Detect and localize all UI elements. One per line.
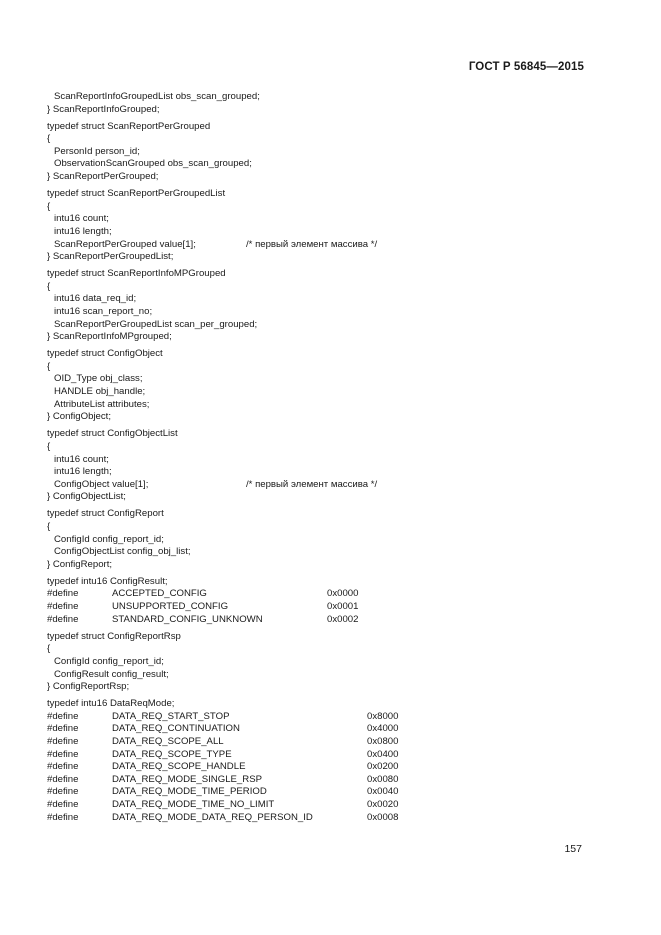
code-line: typedef struct ScanReportPerGroupedList [47,188,226,200]
define-line [47,711,587,724]
define-name: DATA_REQ_CONTINUATION [112,723,240,735]
code-line: typedef struct ScanReportInfoMPGrouped [47,268,226,280]
define-keyword: #define [47,748,79,760]
define-keyword: #define [47,761,79,773]
define-keyword: #define [47,736,79,747]
define-keyword: #define [47,798,79,810]
code-block-config-object-list [47,428,587,504]
define-line [47,761,587,774]
page-number: 157 [564,843,582,855]
code-line: PersonId person_id; [54,145,140,157]
code-line: } ScanReportInfoMPgrouped; [47,331,172,343]
document-header: ГОСТ Р 56845—2015 [468,61,584,73]
define-keyword: #define [47,601,79,613]
define-value: 0x0040 [367,786,399,798]
code-line: intu16 length; [54,466,112,478]
code-line: intu16 length; [54,225,112,237]
code-line: ConfigId config_report_id; [54,655,164,667]
define-line [47,774,587,787]
define-name: DATA_REQ_SCOPE_TYPE [112,748,232,760]
code-line: { [47,440,51,452]
code-line: typedef struct ConfigObjectList [47,428,178,440]
define-name: STANDARD_CONFIG_UNKNOWN [112,613,263,625]
code-line: { [47,360,51,372]
code-line [47,239,587,252]
define-name: DATA_REQ_MODE_TIME_NO_LIMIT [112,798,275,810]
code-line: } ScanReportInfoGrouped; [47,103,160,115]
code-block-data-req-mode [47,698,587,824]
define-line [47,614,587,627]
code-line: } ConfigReport; [47,558,113,570]
code-line: typedef struct ConfigObject [47,348,163,360]
code-block-scan-report-per-grouped-list [47,188,587,264]
define-value: 0x0080 [367,773,399,785]
code-line: } ConfigObjectList; [47,491,126,503]
define-value: 0x8000 [367,710,399,722]
define-line [47,799,587,812]
code-line: typedef struct ConfigReportRsp [47,630,181,642]
define-keyword: #define [47,811,79,823]
code-line: } ScanReportPerGroupedList; [47,251,174,263]
define-keyword: #define [47,786,79,798]
define-keyword: #define [47,773,79,785]
code-line: ScanReportInfoGroupedList obs_scan_grouped; [54,91,260,102]
code-text: ScanReportPerGrouped value[1]; [54,238,196,250]
code-line: intu16 count; [54,453,109,465]
code-comment: /* первый элемент массива */ [246,238,378,250]
code-line: { [47,133,51,145]
define-value: 0x0800 [367,736,399,747]
code-line: intu16 count; [54,213,109,225]
code-line: } ConfigObject; [47,411,111,423]
code-line: OID_Type obj_class; [54,373,143,385]
define-line [47,588,587,601]
code-block-scan-report-info-grouped-end [47,91,587,116]
define-name: DATA_REQ_MODE_DATA_REQ_PERSON_ID [112,811,313,823]
code-line: { [47,200,51,212]
code-line: AttributeList attributes; [54,398,150,410]
code-line: ConfigObjectList config_obj_list; [54,546,191,558]
code-line: { [47,521,51,532]
define-keyword: #define [47,588,79,600]
code-listing [47,91,587,829]
code-block-scan-report-info-mp-grouped [47,268,587,344]
code-line: ScanReportPerGroupedList scan_per_grouped; [54,318,258,330]
code-block-scan-report-per-grouped [47,121,587,184]
define-value: 0x0001 [327,601,359,613]
define-line [47,786,587,799]
define-value: 0x0400 [367,748,399,760]
code-block-config-report-rsp [47,631,587,694]
define-name: ACCEPTED_CONFIG [112,588,207,600]
code-line: { [47,280,51,292]
code-comment: /* первый элемент массива */ [246,478,378,490]
define-line [47,812,587,825]
define-value: 0x0200 [367,761,399,773]
define-name: UNSUPPORTED_CONFIG [112,601,229,613]
code-line: typedef intu16 DataReqMode; [47,698,175,710]
define-keyword: #define [47,613,79,625]
define-line [47,601,587,614]
define-name: DATA_REQ_SCOPE_ALL [112,736,224,747]
code-line: intu16 data_req_id; [54,293,137,305]
define-line [47,723,587,736]
define-value: 0x0002 [327,613,359,625]
define-name: DATA_REQ_MODE_TIME_PERIOD [112,786,267,798]
code-line: } ConfigReportRsp; [47,681,130,693]
code-line: typedef struct ScanReportPerGrouped [47,120,211,132]
define-name: DATA_REQ_MODE_SINGLE_RSP [112,773,262,785]
define-value: 0x0008 [367,811,399,823]
code-text: ConfigObject value[1]; [54,478,149,490]
code-line: ConfigId config_report_id; [54,533,164,545]
define-value: 0x0020 [367,798,399,810]
code-line: ObservationScanGrouped obs_scan_grouped; [54,158,252,170]
define-line [47,736,587,749]
define-name: DATA_REQ_START_STOP [112,710,230,722]
define-keyword: #define [47,723,79,735]
define-name: DATA_REQ_SCOPE_HANDLE [112,761,246,773]
define-keyword: #define [47,710,79,722]
code-line: intu16 scan_report_no; [54,306,153,317]
code-line: HANDLE obj_handle; [54,386,146,398]
code-block-config-report [47,508,587,571]
define-value: 0x0000 [327,588,359,600]
code-line: } ScanReportPerGrouped; [47,171,159,183]
define-line [47,749,587,762]
code-line: { [47,643,51,655]
code-line [47,479,587,492]
code-block-config-object [47,348,587,424]
code-block-config-result [47,576,587,626]
code-line: typedef intu16 ConfigResult; [47,575,168,587]
code-line: ConfigResult config_result; [54,668,169,680]
define-value: 0x4000 [367,723,399,735]
code-line: typedef struct ConfigReport [47,508,164,520]
